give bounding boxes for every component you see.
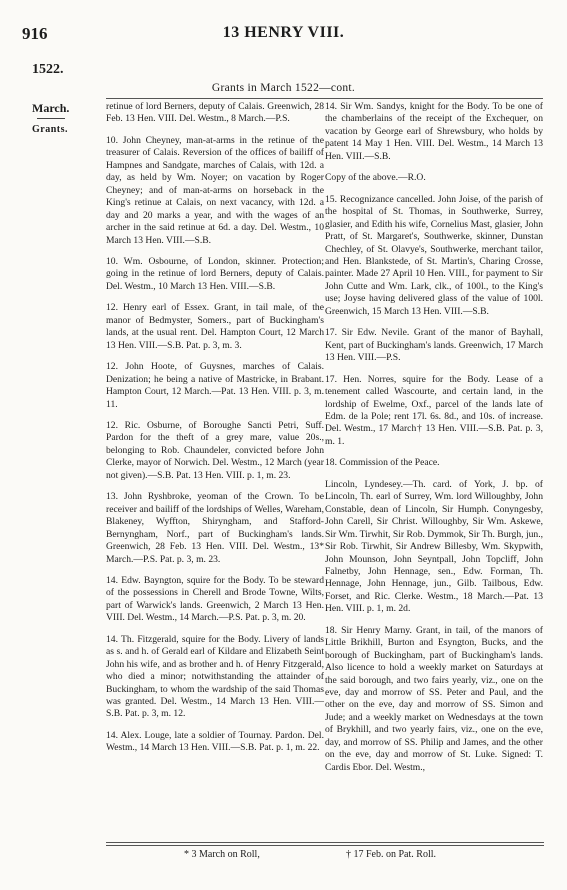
entry: 14. Th. Fitzgerald, squire for the Body. Livery of lands as s. and h. of Gerald earl of Kildare and Elizabeth Seint John his wife, and as brother and h. of Henry Fitzgerald, who died a minor; notwithstanding the attainder of Buckingham, to whom the wardship of the said Thomas was granted. Del. Westm., 14 March 13 Hen. VIII.—S.B. Pat. p. 3, m. 12. — [106, 633, 324, 720]
footnote-rule — [106, 845, 544, 846]
right-column — [325, 101, 543, 783]
footnote: * 3 March on Roll, — [184, 849, 260, 860]
margin-month: March. — [32, 101, 70, 115]
entry: 10. Wm. Osbourne, of London, skinner. Protection; going in the retinue of lord Berners, deputy of Calais. Del. Westm., 10 March 13 Hen. VIII.—S.B. — [106, 255, 324, 292]
margin-label: Grants. — [32, 124, 68, 135]
footnote-rule — [106, 842, 544, 843]
entry: 10. John Cheyney, man-at-arms in the retinue of the treasurer of Calais. Reversion of the offices of bailiff of Hampnes and Sandgate, marches of Calais, with 12d. a day, as held by Wm. Noyer; on vacation by Roger Cheyney; and of man-at-arms on horseback in the King's retinue at Calais, on next vacancy, with 12d. a day and 20 marks a year, and with the wages of an archer in the said retinue at 6d. a day. Del. Westm., 10 March 13 Hen. VIII.—S.B. — [106, 134, 324, 246]
section-rule — [106, 98, 543, 99]
entry: 14. Alex. Louge, late a soldier of Tournay. Pardon. Del. Westm., 14 March 13 Hen. VIII.—S.B. Pat. p. 1, m. 22. — [106, 729, 324, 754]
entry: retinue of lord Berners, deputy of Calais. Greenwich, 28 Feb. 13 Hen. VIII. Del. Westm., 8 March.—P.S. — [106, 101, 324, 125]
entry: 17. Sir Edw. Nevile. Grant of the manor of Bayhall, Kent, part of Buckingham's lands. Greenwich, 17 March 13 Hen. VIII.—P.S. — [325, 327, 543, 364]
entry: 14. Edw. Bayngton, squire for the Body. To be steward of the possessions in Cherell and Brode Towne, Wilts, part of Warwick's lands. Greenwich, 2 March 13 Hen. VIII. Del. Westm., 14 March.—P.S. Pat. p. 3, m. 20. — [106, 574, 324, 624]
running-title: 13 HENRY VIII. — [222, 24, 345, 41]
entry: 12. John Hoote, of Guysnes, marches of Calais. Denization; he being a native of Mastricke, in Brabant. Hampton Court, 12 March.—Pat. 13 Hen. VIII. p. 3, m. 11. — [106, 361, 324, 410]
entry: 13. John Ryshbroke, yeoman of the Crown. To be receiver and bailiff of the lordships of Welles, Wareham, Blakeney, Wyffton, Shiryngham, and Stafford-Bernyngham, Norf., part of Buckingham's lands. Greenwich, 28 Feb. 13 Hen. VIII. Del. Westm., 13* March.—P.S. Pat. p. 3, m. 23. — [106, 491, 324, 565]
year-heading: 1522. — [32, 62, 64, 77]
footnote: † 17 Feb. on Pat. Roll. — [346, 849, 437, 860]
entry: 15. Recognizance cancelled. John Joise, of the parish of the hospital of St. Thomas, in Southwerke, Surrey, glasier, and Edith his wife, Cornelius Mast, glasier, John Pratt, of St. Margaret's, Southwerke, skinner, Dunstan Chechley, of St. Olavye's, Southwerke, merchant tailor, and Hen. Blankstede, of St. Martin's, Charing Crosse, painter. Made 27 April 10 Hen. VIII., for payment to Sir John Cutte and Wm. Lark, clk., of 100l., to the King's use; Joyse having delivered glass of the value of 100l. Greenwich, 15 March 13 Hen. VIII.—S.B. — [325, 193, 543, 317]
entry: 18. Sir Henry Marny. Grant, in tail, of the manors of Little Brikhill, Burton and Esyngton, Bucks, and the borough of Buckingham, part of Buckingham's lands. Also licence to hold a weekly market on Saturdays at the said borough, and two fairs yearly, viz., one on the eve, day and morrow of SS. Peter and Paul, and the other on the eve, day and morrow of SS. Simon and Jude; and a weekly market on Wednesdays at the town of Brykhill, and two yearly fairs, viz., one on the eve, day, and morrow of SS. Philip and James, and the other on the eve, day and morrow of St. Luke. Signed: T. Cardis Ebor. Del. Westm., — [325, 624, 543, 773]
entry: 17. Hen. Norres, squire for the Body. Lease of a tenement called Wascourte, and certain land, in the lordship of Ewelme, Oxf., parcel of the lands late of Edm. de la Pole; rent 17l. 6s. 8d., and 10s. of increase. Del. Westm., 17 March† 13 Hen. VIII.—S.B. Pat. p. 3, m. 1. — [325, 373, 543, 447]
entry: 12. Henry earl of Essex. Grant, in tail male, of the manor of Bedmyster, Somers., part of Buckingham's lands, at the usual rent. Del. Hampton Court, 12 March 13 Hen. VIII.—S.B. Pat. p. 3, m. 3. — [106, 302, 324, 351]
entry: 12. Ric. Osburne, of Boroughe Sancti Petri, Suff. Pardon for the theft of a grey mare, value 20s., belonging to Rob. Chaundeler, convicted before John Clerke, mayor of Norwich. Del. Westm., 12 March (year not given).—S.B. Pat. 13 Hen. VIII. p. 1, m. 23. — [106, 419, 324, 481]
entry: 18. Commission of the Peace. — [325, 457, 440, 469]
entry: Copy of the above.—R.O. — [325, 172, 426, 184]
entry: 14. Sir Wm. Sandys, knight for the Body. To be one of the chamberlains of the receipt of the Exchequer, on vacation by George earl of Shrewsbury, who holds by patent 14 May 1 Hen. VIII. Del. Westm., 14 March 13 Hen. VIII.—S.B. — [325, 101, 543, 162]
entry: Lincoln, Lyndesey.—Th. card. of York, J. bp. of Lincoln, Th. earl of Surrey, Wm. lord Willoughby, John Constable, dean of Lincoln, Sir Humph. Conyngesby, John Carell, Sir Christ. Willoughby, Sir Wm. Askewe, Sir Wm. Tirwhit, Sir Rob. Dymmok, Sir Th. Burgh, jun., Sir Rob. Tirwhit, Sir Andrew Billesby, Wm. Skypwith, John Mounson, John Seyntpall, John Topcliff, John Falnetby, John Hennage, sen., Edw. Forman, Th. Hennage, John Hennage, jun., Gilb. Tailbous, Edw. Forset, and Ric. Clerke. Westm., 18 March.—Pat. 13 Hen. VIII. p. 1, m. 2d. — [325, 478, 543, 615]
page-number: 916 — [22, 24, 48, 43]
left-column — [106, 101, 324, 764]
margin-divider — [37, 118, 65, 119]
section-title: Grants in March 1522—cont. — [211, 82, 356, 94]
